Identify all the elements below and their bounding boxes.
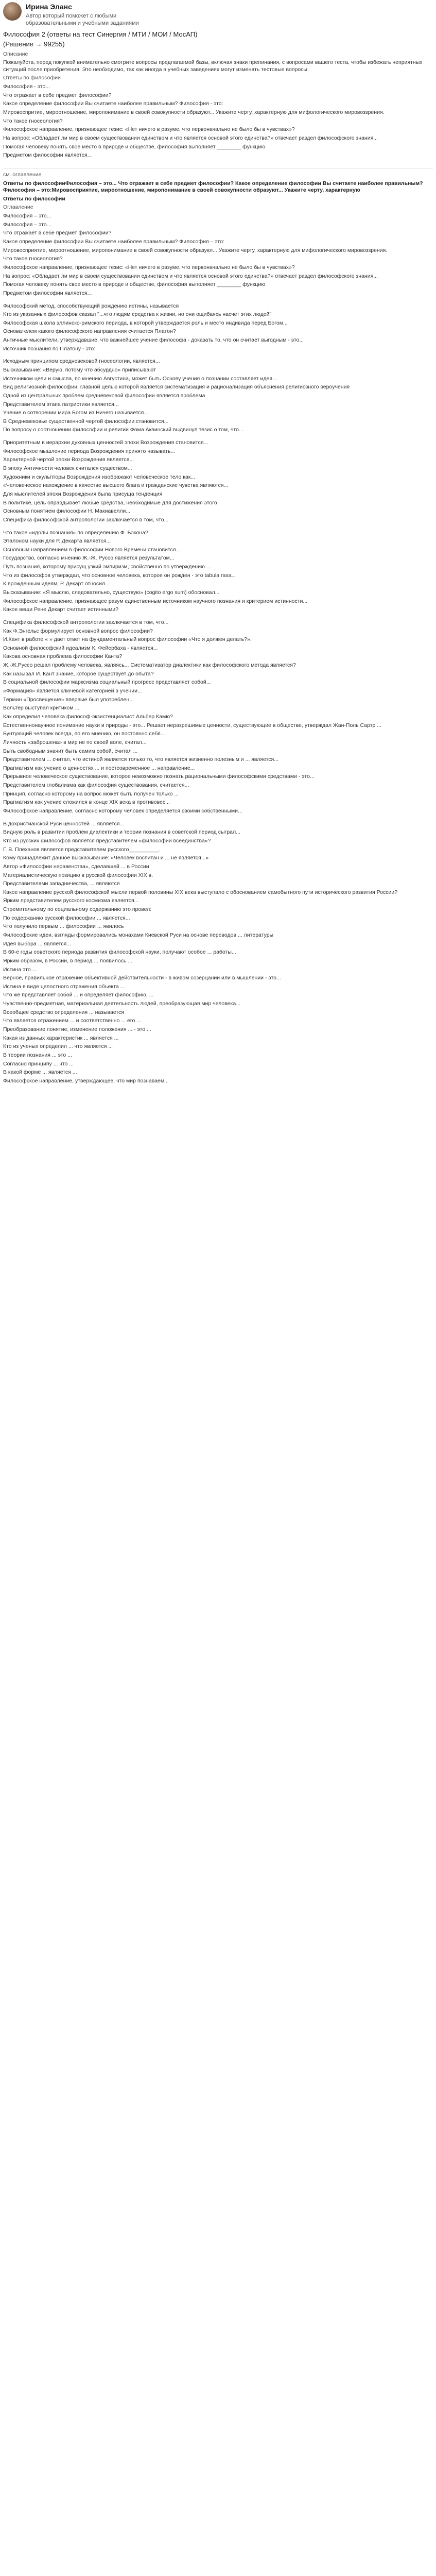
answer-item[interactable]: Прагматизм как учение о ценностях ... и постсовременное ... направление...: [3, 765, 195, 771]
answer-item[interactable]: Философское направление, признающее разум единственным источником научного познания и критерием истинности...: [3, 598, 308, 604]
answer-item[interactable]: Основателем какого философского направления считается Платон?: [3, 328, 176, 335]
answer-item[interactable]: Эталоном науки для Р. Декарта является...: [3, 538, 111, 545]
see-toc-label[interactable]: см. оглавление: [3, 171, 42, 178]
answer-item[interactable]: В дохристианской Руси ценностей ... является...: [3, 820, 125, 827]
author-description: Автор который поможет с любыми образовательными и учебными заданиями: [26, 13, 139, 27]
answer-item[interactable]: Как определил человека философ-экзистенциалист Альбер Камю?: [3, 713, 173, 720]
page: [0, 0, 436, 1097]
toc-item[interactable]: Какое определение философии Вы считаете наиболее правильным? Философия - это:: [3, 100, 223, 107]
spacer: [3, 354, 433, 358]
answer-item[interactable]: Г. В. Плеханов является представителем русского__________.: [3, 846, 161, 853]
answer-item[interactable]: Вольтер выступал критиком ...: [3, 705, 80, 711]
oglavlenie-label: Оглавление: [3, 204, 33, 211]
answer-item[interactable]: Философское мышление периода Возрождения принято называть...: [3, 448, 176, 454]
answer-item[interactable]: Помогая человеку понять свое место в природе и обществе, философия выполняет ________ функцию: [3, 281, 266, 288]
answer-item[interactable]: Какое определение философии Вы считаете наиболее правильным? Философия – это:: [3, 239, 224, 245]
answer-item[interactable]: Что получило первым ... философии ... явилось: [3, 923, 124, 930]
answer-item[interactable]: Представителем ... считал, что истиной является только то, что является жизненно полезным и ... является...: [3, 756, 278, 763]
answer-item[interactable]: Какое вещи Рене Декарт считает истинными?: [3, 606, 118, 613]
answer-item[interactable]: Какая из данных характеристик ... является ...: [3, 1035, 119, 1041]
author-block: [3, 2, 433, 27]
answer-item[interactable]: Быть свободным значит быть самим собой, считал ...: [3, 748, 138, 754]
answer-item[interactable]: Специфика философской антропологии заключается в том, что...: [3, 619, 169, 625]
toc-item[interactable]: Философское направление, признающее тезис: «Нет ничего в разуме, что первоначально не было бы в чувствах»?: [3, 126, 295, 133]
answer-item[interactable]: В теории познания ... это ...: [3, 1052, 72, 1058]
answer-item[interactable]: Материалистическую позицию в русской философии XIX в.: [3, 872, 153, 878]
answers-subheading: Ответы по философии: [3, 195, 65, 202]
answer-item[interactable]: Ярким представителем русского космизма является...: [3, 897, 139, 904]
answer-item[interactable]: Прагматизм как учение сложился в конце XIX века в противовес...: [3, 799, 170, 806]
answer-item[interactable]: Личность «заброшена» в мир не по своей воле, считал...: [3, 739, 147, 745]
answer-item[interactable]: Что из философов утверждал, что основное человека, которое он рожден - это tabula rasa...: [3, 572, 236, 579]
answer-item[interactable]: Философское направление, утверждающее, что мир познаваем...: [3, 1077, 169, 1084]
answer-item[interactable]: Путь познания, которому присущ узкий эмпиризм, свойственно по утверждению ...: [3, 564, 211, 570]
toc-item[interactable]: Помогая человеку понять свое место в природе и обществе, философия выполняет ________ функцию: [3, 143, 266, 150]
author-name[interactable]: Ирина Эланс: [26, 3, 72, 11]
doc-title: Философия 2 (ответы на тест Синергия / МТИ / МОИ / МосАП): [3, 30, 198, 38]
answer-item[interactable]: Видную роль в развитии проблем диалектики и теории познания в советской период сыграл...: [3, 829, 240, 836]
toc-label: Ответы по философии: [3, 75, 61, 81]
answer-item[interactable]: На вопрос: «Обладает ли мир в своем существовании единством и что является основой этого единства?» отвечает раздел философского знания...: [3, 273, 378, 279]
answer-item[interactable]: Художники и скульпторы Возрождения изображают человеческое тело как...: [3, 473, 196, 480]
answer-item[interactable]: Античные мыслители, утверждавшие, что важнейшее учение философа - доказать то, что он считает выгодным - это...: [3, 337, 304, 344]
answer-item[interactable]: Естественнонаучное понимание науки и природы - это... Решает неразрешимые ценности, существующие в обществе, утверждал Жан-Поль Сартр ...: [3, 722, 382, 728]
answer-item[interactable]: Философский метод, способствующий рождению истины, называется: [3, 302, 179, 309]
answer-item[interactable]: Бунтующий человек всегда, по его мнению, он постоянно себя...: [3, 731, 165, 737]
toc-item[interactable]: Мировоспритие, мироотношение, миропонимание в своей совокупности образуют... Укажите черту, характерную для мифологического мировоззрения.: [3, 109, 385, 116]
answer-item[interactable]: Философская школа эллинско-римского периода, в которой утверждается роль и место индивида перед Богом...: [3, 319, 288, 326]
answer-item[interactable]: Преобразование понятие, изменение положения ... - это ...: [3, 1026, 151, 1033]
answer-item[interactable]: Философия – это...: [3, 213, 51, 219]
answer-item[interactable]: По содержанию русской философии ... является...: [3, 914, 130, 921]
answer-item[interactable]: Согласно принципу ... что ...: [3, 1060, 74, 1067]
toc-item[interactable]: Предметом философии является...: [3, 152, 92, 159]
answer-item[interactable]: Что отражает в себе предмет философии?: [3, 230, 112, 236]
answer-item[interactable]: Для мыслителей эпохи Возрождения была присуща тенденция: [3, 490, 163, 497]
answer-item[interactable]: В 60-е годы советского периода развития философской науки, получают особое ... работы...: [3, 949, 236, 956]
answer-item[interactable]: В политике, цель оправдывает любые средства, необходимые для достижения этого: [3, 499, 217, 506]
answer-item[interactable]: Что такое «идолы познания» по определению Ф. Бэкона?: [3, 529, 148, 536]
answer-item[interactable]: Верное, правильное отражение объективной действительности - в живом созерцании или в мышлении - это...: [3, 975, 281, 981]
answer-item[interactable]: Кому принадлежит данное высказывание: «Человек воспитан и ... не является...»: [3, 855, 209, 861]
answer-item[interactable]: Высказывание: «Верую, потому что абсурдно» приписывают: [3, 366, 156, 373]
answer-item[interactable]: Прерывное человеческое существование, которое невозможно познать рациональными философскими средствами - это...: [3, 773, 315, 780]
answer-item[interactable]: Источник познания по Платону - это:: [3, 345, 96, 352]
answer-item[interactable]: В эпоху Античности человек считался существом...: [3, 465, 132, 472]
answer-item[interactable]: «Человеческое нахождение в качестве высшего блага и гражданские чувства являются...: [3, 482, 229, 489]
answer-item[interactable]: Мировосприятие, мироотношение, миропонимание в своей совокупности образуют... Укажите черту, характерную для мифологического мировоззрения.: [3, 247, 388, 253]
answer-item[interactable]: Кто из указанных философов сказал "...что людям средства к жизни, но они ощибаясь насчет этих людей": [3, 311, 272, 318]
answer-item[interactable]: Источником цели и смысла, по мнению Августина, может быть Основу учения о познании составляет идея ...: [3, 375, 278, 382]
answer-item[interactable]: В Средневековье существенной чертой философии становится...: [3, 418, 169, 425]
answer-item[interactable]: Что же представляет собой ... и определяет философию, ...: [3, 992, 154, 998]
answer-item[interactable]: Философское направление, признающее тезис: «Нет ничего в разуме, что первоначально не было бы в чувствах»?: [3, 264, 295, 270]
answer-item[interactable]: Идея выбора ... является...: [3, 940, 72, 947]
answer-item[interactable]: Чувственно-предметная, материальная деятельность людей, преобразующая мир человека...: [3, 1001, 240, 1007]
answer-item[interactable]: Кто из русских философов является представителем «философии всеединства»?: [3, 837, 211, 844]
toc-item[interactable]: Философия - это...: [3, 83, 50, 90]
answer-item[interactable]: Представителями западничества, ... являются: [3, 880, 120, 887]
spacer: [3, 817, 433, 821]
answer-item[interactable]: Основным понятием философии Н. Макиавелли...: [3, 508, 131, 515]
spacer: [3, 435, 433, 439]
answer-item[interactable]: В какой форме ... является ...: [3, 1069, 77, 1076]
answer-item[interactable]: Философское направление, согласно которому человек определяется своими собственными...: [3, 808, 242, 815]
toc-item[interactable]: Что такое гносеология?: [3, 117, 63, 124]
answer-item[interactable]: Ярким образом, в России, в период ... появилось ...: [3, 957, 133, 964]
answer-item[interactable]: Приоритетным в иерархии духовных ценностей эпохи Возрождения становится...: [3, 439, 208, 446]
answer-item[interactable]: Исходным принципом средневековой гносеологии, является...: [3, 358, 160, 365]
answer-item[interactable]: Государство, согласно мнению Ж.-Ж. Руссо является результатом...: [3, 555, 175, 562]
answers-list: [3, 213, 433, 1084]
answers-heading: Ответы по философииФилософия – это... Что отражает в себе предмет философии? Какое определение философии Вы считаете наиболее правильным? Философия – это:Мировосприятие, мироотношение, миропонимание в своей совокупности образуют... Укажите черту, характерную: [3, 180, 423, 194]
answer-item[interactable]: Основным направлением в философии Нового Времени становится...: [3, 546, 181, 553]
author-info: [26, 2, 139, 27]
answer-item[interactable]: «Формация» является ключевой категорией в учении...: [3, 688, 142, 694]
answer-item[interactable]: Что такое гносеология?: [3, 256, 63, 262]
toc-list: [3, 83, 433, 159]
answer-item[interactable]: Философские идеи, взгляды формировались монахами Киевской Руси на основе переводов ... литературы: [3, 931, 274, 938]
answer-item[interactable]: По вопросу о соотношении философии и религии Фома Аквинский выдвинул тезис о том, что...: [3, 427, 243, 433]
spacer: [3, 299, 433, 303]
spacer: [3, 615, 433, 619]
answer-item[interactable]: Основной философский идеализм К. Фейербаха - является...: [3, 645, 158, 651]
answer-item[interactable]: Предметом философии является...: [3, 290, 92, 296]
doc-subtitle: (Решение → 99255): [3, 40, 65, 48]
answer-item[interactable]: Представителем этапа патристики является...: [3, 401, 119, 408]
answer-item[interactable]: Истина в виде целостного отражения объекта ...: [3, 983, 125, 990]
answer-item[interactable]: И.Кант в работе « » дает ответ на фундаментальный вопрос философии «Что я должен делать?».: [3, 636, 252, 643]
answer-item[interactable]: Автор «Философии неравенства», сделавшей ... в России: [3, 863, 149, 870]
answer-item[interactable]: Специфика философской антропологии заключается в том, что...: [3, 516, 169, 523]
answer-item[interactable]: Одной из центральных проблем средневековой философии является проблема: [3, 392, 205, 399]
answer-item[interactable]: Учение о сотворении мира Богом из Ничего называется...: [3, 410, 149, 416]
answer-item[interactable]: Какое направление русской философской мысли первой половины XIX века выступало с обоснованием самобытного пути исторического развития России?: [3, 889, 398, 895]
answer-item[interactable]: Что является отражением ... и соответственно ... его ...: [3, 1018, 141, 1024]
toc-item[interactable]: На вопрос: «Обладает ли мир в своем существовании единством и что является основой этого единства?» отвечает раздел философского знания...: [3, 134, 378, 141]
answer-item[interactable]: Высказывание: «Я мыслю, следовательно, существую» (cogito ergo sum) обосновал...: [3, 589, 220, 596]
answer-item[interactable]: Какова основная проблема философии Канта?: [3, 653, 123, 660]
answer-item[interactable]: Как Ф.Энгельс формулирует основной вопрос философии?: [3, 628, 153, 634]
answer-item[interactable]: Всеобщее средство определения ... называется: [3, 1009, 124, 1015]
answer-item[interactable]: Представителем глобализма как философия существования, считается...: [3, 782, 189, 789]
toc-item[interactable]: Что отражает в себе предмет философии?: [3, 92, 112, 98]
answer-item[interactable]: Истина это ...: [3, 966, 37, 973]
answer-item[interactable]: Стремительному по социальному содержанию это провел:: [3, 906, 152, 913]
answer-item[interactable]: В социальной философии марксизма социальный прогресс представляет собой...: [3, 679, 211, 686]
answer-item[interactable]: Философия – это...: [3, 221, 51, 228]
description-label: Описание: [3, 50, 28, 57]
answer-item[interactable]: Ж.-Ж.Руссо решал проблему человека, являясь... Систематизатор диалектики как философского метода является?: [3, 662, 296, 669]
author-avatar[interactable]: [3, 2, 22, 21]
answer-item[interactable]: Как называл И. Кант знание, которое существует до опыта?: [3, 670, 154, 677]
answer-item[interactable]: Вид религиозной философии, главной целью которой является систематизация и рационализация объяснения религиозного вероучения: [3, 384, 350, 391]
spacer: [3, 526, 433, 530]
answer-item[interactable]: Характерной чертой эпохи Возрождения является...: [3, 456, 134, 463]
answer-item[interactable]: Принцип, согласно которому на вопрос может быть получен только ...: [3, 790, 179, 797]
answer-item[interactable]: Термин «Просвещение» впервые был употреблен...: [3, 696, 134, 703]
description-text: Пожалуйста, перед покупкой внимательно смотрите вопросы предлагаемой базы, включая знаки препинания, с вопросами вашего теста, чтобы избежать неприятных ситуаций после приобретения. Это необходимо, так как иногда в учебных заведениях могут изменять тестовые вопросы.: [3, 59, 423, 73]
answer-item[interactable]: К врожденным идеям, Р. Декарт относил...: [3, 581, 110, 587]
answer-item[interactable]: Кто из ученых определил ... что является ...: [3, 1043, 113, 1050]
